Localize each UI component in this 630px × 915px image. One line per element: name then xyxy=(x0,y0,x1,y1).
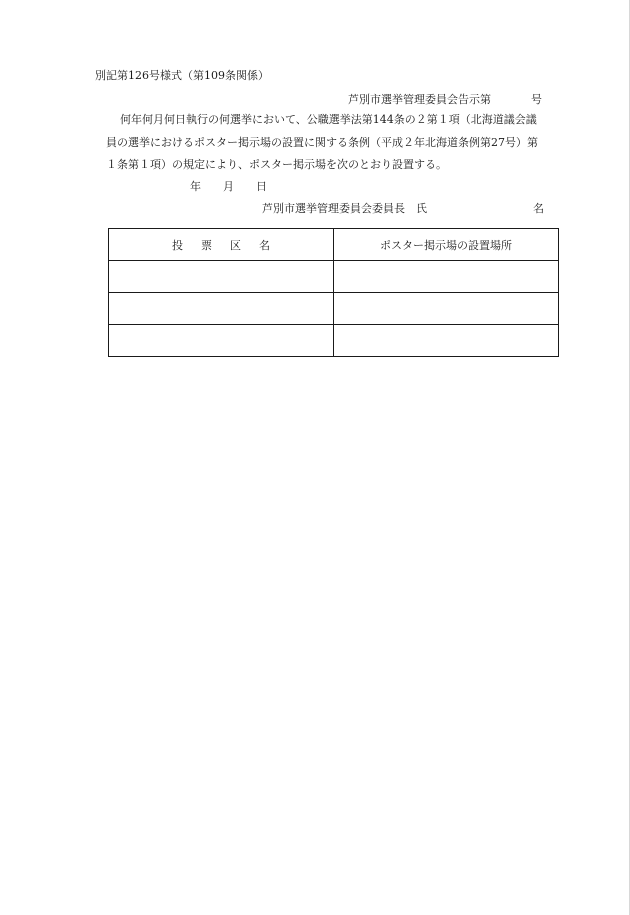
date-month-label: 月 xyxy=(223,180,234,193)
signer-name-label: 名 xyxy=(533,202,544,215)
table-cell xyxy=(109,261,334,293)
table-row xyxy=(109,293,559,325)
notice-number-suffix: 号 xyxy=(531,93,542,106)
date-day-label: 日 xyxy=(256,180,267,193)
table-cell xyxy=(334,325,559,357)
table-cell xyxy=(109,325,334,357)
date-year-label: 年 xyxy=(190,180,201,193)
poster-place-table xyxy=(108,228,559,357)
header-voting-district-label: 投票区名 xyxy=(172,238,288,252)
notice-number-prefix: 芦別市選挙管理委員会告示第 xyxy=(348,93,491,106)
notice-number-line xyxy=(348,93,542,107)
header-poster-place: ポスター掲示場の設置場所 xyxy=(334,229,559,261)
table-header-row xyxy=(109,229,559,261)
table-cell xyxy=(334,293,559,325)
table-row xyxy=(109,261,559,293)
body-text-line: 員の選挙におけるポスター掲示場の設置に関する条例（平成２年北海道条例第27号）第 xyxy=(106,136,538,149)
header-voting-district xyxy=(109,229,334,261)
signer-line xyxy=(262,202,544,216)
signer-title: 芦別市選挙管理委員会委員長 氏 xyxy=(262,202,427,215)
table-cell xyxy=(109,293,334,325)
date-line xyxy=(190,180,267,194)
table-row xyxy=(109,325,559,357)
form-reference: 別記第126号様式（第109条関係） xyxy=(95,69,269,82)
body-text-line: 何年何月何日執行の何選挙において、公職選挙法第144条の２第１項（北海道議会議 xyxy=(120,113,537,126)
body-text-line: １条第１項）の規定により、ポスター掲示場を次のとおり設置する。 xyxy=(106,158,447,171)
table-cell xyxy=(334,261,559,293)
